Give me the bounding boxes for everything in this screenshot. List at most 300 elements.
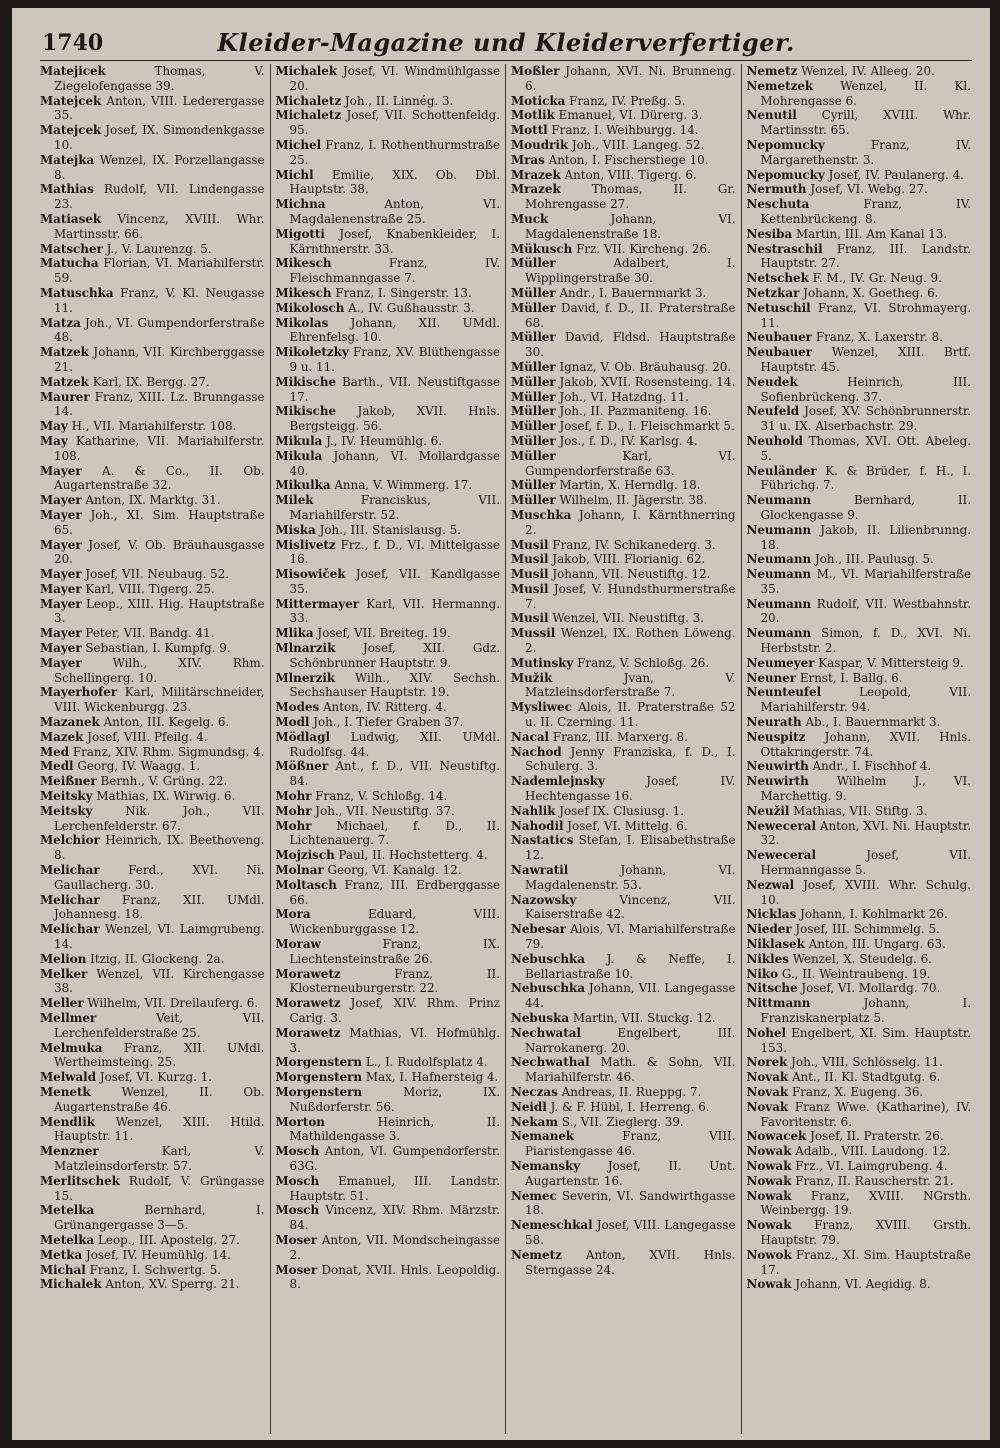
entry-name: Nowak: [746, 1218, 792, 1233]
directory-columns: [40, 64, 976, 1434]
entry-name: Neumeyer: [746, 655, 815, 670]
directory-entry: [276, 700, 501, 715]
directory-entry: [747, 759, 972, 774]
entry-name: Nikles: [746, 951, 789, 966]
entry-details: Joh., VIII. Schlösselg. 11.: [791, 1055, 943, 1070]
directory-column: [741, 64, 977, 1434]
entry-name: Nazowsky: [511, 892, 577, 907]
entry-details: Jos., f. D., IV. Karlsg. 4.: [559, 433, 698, 448]
directory-entry: [40, 1174, 265, 1204]
directory-entry: [511, 656, 736, 671]
directory-entry: [511, 893, 736, 923]
directory-entry: [511, 1100, 736, 1115]
entry-details: Jakob, XVII. Rosensteing. 14.: [559, 374, 736, 389]
entry-name: Michal: [40, 1262, 86, 1277]
entry-details: David, f. D., II. Praterstraße 68.: [525, 300, 736, 330]
entry-details: Josef, VI. Webg. 27.: [810, 182, 928, 197]
directory-entry: [747, 242, 972, 272]
entry-details: Alois, VI. Mariahilferstraße 79.: [525, 922, 736, 952]
directory-entry: [276, 819, 501, 849]
entry-details: Katharine, VII. Mariahilferstr. 108.: [54, 433, 265, 463]
directory-entry: [511, 286, 736, 301]
entry-name: Morawetz: [275, 1025, 341, 1040]
entry-name: Meitsky: [40, 803, 93, 818]
directory-entry: [747, 878, 972, 908]
running-title: Kleider-Magazine und Kleiderverfertiger.: [217, 28, 795, 57]
entry-details: Wenzel, VII. Kirchengasse 38.: [54, 966, 265, 996]
entry-details: Alois, II. Praterstraße 52 u. II. Czerning. 11.: [525, 700, 736, 730]
entry-details: Joh., II. Linnég. 3.: [344, 93, 454, 108]
entry-name: Morgenstern: [275, 1070, 363, 1085]
entry-details: Franz, III. Erdberggasse 66.: [289, 877, 500, 907]
entry-name: Nahlik: [511, 803, 556, 818]
directory-entry: [747, 168, 972, 183]
entry-details: Josef, IV. Hechtengasse 16.: [525, 774, 736, 804]
entry-details: Joh., III. Stanislausg. 5.: [319, 522, 461, 537]
directory-entry: [276, 1070, 501, 1085]
entry-name: Neufeld: [746, 404, 800, 419]
entry-details: Jakob, XVII. Hnls. Bergsteigg. 56.: [289, 404, 500, 434]
entry-details: Jvan, V. Matzleinsdorferstraße 7.: [525, 670, 736, 700]
entry-name: Mosch: [275, 1203, 320, 1218]
directory-entry: [747, 138, 972, 168]
entry-name: Musil: [511, 581, 549, 596]
directory-entry: [40, 1203, 265, 1233]
entry-name: Mikula: [275, 433, 323, 448]
entry-name: Michaletz: [275, 93, 342, 108]
entry-name: Neuhold: [746, 433, 803, 448]
entry-name: Melichar: [40, 922, 100, 937]
directory-entry: [276, 434, 501, 449]
entry-details: Ernst, I. Ballg. 6.: [799, 670, 903, 685]
entry-name: Melmuka: [40, 1040, 103, 1055]
entry-details: Cyrill, XVIII. Whr. Martinsstr. 65.: [760, 108, 971, 138]
entry-details: Michael, f. D., II. Lichtenauerg. 7.: [289, 818, 500, 848]
directory-entry: [747, 1085, 972, 1100]
entry-name: Niko: [746, 966, 779, 981]
entry-name: Nemetzek: [746, 78, 814, 93]
directory-entry: [511, 611, 736, 626]
directory-entry: [40, 286, 265, 316]
entry-name: Mayer: [40, 567, 82, 582]
directory-entry: [747, 345, 972, 375]
entry-name: Netschek: [746, 271, 809, 286]
directory-entry: [40, 685, 265, 715]
directory-entry: [511, 434, 736, 449]
entry-details: Andreas, II. Rueppg. 7.: [561, 1084, 702, 1099]
directory-entry: [40, 863, 265, 893]
directory-entry: [511, 375, 736, 390]
entry-name: Michel: [275, 137, 322, 152]
entry-details: Emanuel, III. Landstr. Hauptstr. 51.: [289, 1173, 500, 1203]
entry-details: Franz, XIV. Rhm. Sigmundsg. 4.: [72, 744, 265, 759]
entry-details: Franz, II. Klosterneuburgerstr. 22.: [289, 966, 500, 996]
entry-name: Neumann: [746, 596, 812, 611]
entry-details: Franciskus, VII. Mariahilferstr. 52.: [289, 493, 500, 522]
entry-details: Kaspar, V. Mittersteig 9.: [818, 655, 964, 670]
entry-details: Franz, V. Schloßg. 26.: [577, 655, 710, 670]
entry-name: Neczas: [511, 1084, 558, 1099]
entry-details: Georg, VI. Kanalg. 12.: [327, 863, 462, 878]
entry-name: Mosch: [275, 1144, 320, 1159]
directory-entry: [276, 671, 501, 701]
entry-details: Johann, VI. Aegidig. 8.: [795, 1277, 931, 1292]
entry-name: Matejcek: [40, 93, 102, 108]
directory-entry: [276, 730, 501, 760]
directory-entry: [276, 804, 501, 819]
entry-details: Josef, f. D., I. Fleischmarkt 5.: [559, 419, 735, 434]
directory-entry: [276, 168, 501, 198]
entry-name: Mükusch: [511, 241, 573, 256]
entry-name: Neumann: [746, 522, 812, 537]
directory-entry: [40, 242, 265, 257]
directory-entry: [40, 833, 265, 863]
directory-entry: [40, 493, 265, 508]
entry-details: J., V. Laurenzg. 5.: [106, 241, 212, 256]
entry-name: Michaletz: [275, 108, 342, 123]
directory-entry: [276, 715, 501, 730]
entry-name: Morton: [275, 1114, 325, 1129]
directory-entry: [511, 774, 736, 804]
directory-entry: [276, 1263, 501, 1293]
entry-name: Müller: [511, 285, 556, 300]
entry-details: Josef IX. Clusiusg. 1.: [559, 803, 684, 818]
entry-details: Johann, VI. Magdalenenstr. 53.: [525, 863, 736, 892]
directory-entry: [747, 685, 972, 715]
entry-details: Mathias, VII. Stiftg. 3.: [793, 803, 928, 818]
entry-name: Nemec: [511, 1188, 557, 1203]
entry-details: Ant., II. Kl. Stadtgutg. 6.: [791, 1070, 941, 1085]
entry-name: Nowak: [746, 1158, 792, 1173]
entry-details: Joh., III. Paulusg. 5.: [814, 552, 934, 567]
entry-details: Wilhelm, VII. Dreilauferg. 6.: [87, 996, 259, 1011]
entry-name: Mojzisch: [275, 848, 335, 863]
entry-name: Nowak: [746, 1188, 792, 1203]
entry-name: Mayer: [40, 641, 82, 656]
entry-name: Norek: [746, 1055, 788, 1070]
entry-details: Heinrich, IX. Beethoveng. 8.: [54, 833, 265, 863]
entry-details: Karl, VII. Hermanng. 33.: [289, 596, 500, 626]
directory-entry: [40, 1233, 265, 1248]
entry-name: Neunteufel: [746, 685, 822, 700]
directory-entry: [511, 833, 736, 863]
entry-name: Mislivetz: [275, 537, 336, 552]
directory-entry: [511, 730, 736, 745]
entry-details: Karl, Militärschneider, VIII. Wickenburgg. 23.: [54, 685, 265, 715]
entry-details: Johann, VI. Magdalenenstraße 18.: [525, 211, 736, 241]
entry-details: Franz, XIII. Lz. Brunngasse 14.: [54, 389, 265, 419]
entry-name: Modl: [275, 715, 310, 730]
entry-name: Meitsky: [40, 789, 93, 804]
entry-details: Frz. VII. Kircheng. 26.: [576, 241, 711, 256]
entry-name: Müller: [511, 448, 556, 463]
entry-details: Karl, VI. Gumpendorferstraße 63.: [525, 448, 736, 478]
directory-entry: [511, 108, 736, 123]
entry-details: Anton, XV. Sperrg. 21.: [105, 1277, 240, 1292]
entry-name: Nacal: [511, 729, 550, 744]
entry-name: Müller: [511, 389, 556, 404]
entry-name: Matejcek: [40, 123, 102, 138]
directory-entry: [40, 390, 265, 420]
entry-details: Franz, IV. Schikanederg. 3.: [552, 537, 716, 552]
entry-details: Franz, XV. Blüthengasse 9 u. 11.: [289, 345, 500, 374]
entry-name: Nemansky: [511, 1158, 581, 1173]
directory-entry: [747, 967, 972, 982]
entry-name: Melion: [40, 951, 87, 966]
directory-entry: [40, 567, 265, 582]
entry-details: Karl, VIII. Tigerg. 25.: [85, 581, 215, 596]
directory-entry: [747, 626, 972, 656]
entry-details: Josef, II. Unt. Augartenstr. 16.: [525, 1158, 736, 1188]
directory-entry: [40, 1070, 265, 1085]
page-number: 1740: [42, 30, 104, 56]
entry-name: Neuwirth: [746, 774, 809, 789]
directory-entry: [747, 1277, 972, 1292]
directory-entry: [747, 715, 972, 730]
entry-name: Neubauer: [746, 345, 813, 360]
entry-details: Math. & Sohn, VII. Mariahilferstr. 46.: [525, 1055, 736, 1085]
directory-entry: [511, 94, 736, 109]
entry-name: Nermuth: [746, 182, 807, 197]
entry-details: Josef, XII. Gdz. Schönbrunner Hauptstr. 9.: [289, 641, 500, 670]
entry-name: Nowak: [746, 1173, 792, 1188]
entry-details: Johann, VII. Kirchberggasse 21.: [54, 345, 265, 374]
entry-details: Heinrich, II. Mathildengasse 3.: [289, 1114, 500, 1144]
entry-name: Merlitschek: [40, 1173, 120, 1188]
entry-name: Nowok: [746, 1247, 792, 1262]
entry-details: Frz., VI. Laimgrubeng. 4.: [795, 1158, 948, 1173]
directory-entry: [747, 64, 972, 79]
directory-entry: [747, 1100, 972, 1130]
directory-entry: [40, 626, 265, 641]
directory-entry: [511, 1011, 736, 1026]
directory-entry: [40, 153, 265, 183]
entry-details: Thomas, V. Ziegelofengasse 39.: [54, 64, 265, 93]
entry-name: Nowak: [746, 1144, 792, 1159]
directory-entry: [40, 656, 265, 686]
entry-details: Severin, VI. Sandwirthgasse 18.: [525, 1188, 736, 1218]
directory-entry: [747, 523, 972, 553]
entry-details: Joh., XI. Sim. Hauptstraße 65.: [54, 507, 265, 537]
entry-details: Bernhard, II. Glockengasse 9.: [760, 493, 971, 522]
entry-details: J. & F. Hübl, I. Herreng. 6.: [550, 1099, 710, 1114]
directory-entry: [40, 1011, 265, 1041]
entry-details: Peter, VII. Bandg. 41.: [85, 626, 215, 641]
entry-details: Franz, IV. Margarethenstr. 3.: [760, 137, 971, 167]
entry-name: Matejicek: [40, 64, 106, 78]
entry-name: Nastatics: [511, 833, 574, 848]
entry-details: Wenzel, IX. Rothen Löweng. 2.: [525, 626, 736, 656]
entry-details: Moriz, IX. Nußdorferstr. 56.: [289, 1084, 501, 1114]
entry-details: Leop., III. Apostelg. 27.: [98, 1232, 240, 1247]
entry-details: Franz, XVIII. NGrsth. Weinbergg. 19.: [760, 1188, 971, 1218]
entry-details: Vincenz, XIV. Rhm. Märzstr. 84.: [289, 1203, 500, 1233]
directory-entry: [747, 197, 972, 227]
entry-name: Med: [40, 744, 70, 759]
directory-entry: [40, 745, 265, 760]
directory-entry: [747, 330, 972, 345]
entry-details: Johann, I. Kohlmarkt 26.: [800, 907, 948, 922]
entry-name: Nechwatal: [511, 1025, 581, 1040]
directory-entry: [276, 1174, 501, 1204]
entry-details: H., VII. Mariahilferstr. 108.: [71, 419, 237, 434]
entry-details: Franz, V. Schloßg. 14.: [315, 789, 448, 804]
entry-name: Michalek: [40, 1277, 102, 1292]
entry-details: L., I. Rudolfsplatz 4.: [365, 1055, 488, 1070]
directory-entry: [511, 626, 736, 656]
entry-details: Barth., VII. Neustiftgasse 17.: [289, 374, 501, 404]
directory-entry: [747, 404, 972, 434]
entry-details: Wilh., XIV. Rhm. Schellingerg. 10.: [54, 655, 265, 685]
directory-entry: [40, 64, 265, 94]
entry-details: Anton, VIII. Lederergasse 35.: [54, 93, 265, 123]
entry-details: Franz, V. Kl. Neugasse 11.: [54, 285, 265, 315]
directory-entry: [511, 330, 736, 360]
entry-name: Matuschka: [40, 285, 114, 300]
entry-details: Wilhelm J., VI. Marchettig. 9.: [760, 774, 971, 804]
directory-entry: [747, 1248, 972, 1278]
directory-entry: [40, 1277, 265, 1292]
entry-name: Nademlejnsky: [511, 774, 605, 789]
entry-name: Neužil: [746, 803, 790, 818]
directory-entry: [40, 316, 265, 346]
directory-entry: [511, 168, 736, 183]
directory-entry: [40, 1263, 265, 1278]
directory-entry: [511, 1129, 736, 1159]
directory-entry: [40, 996, 265, 1011]
entry-details: Thomas, II. Gr. Mohrengasse 27.: [525, 182, 736, 212]
directory-entry: [40, 967, 265, 997]
entry-details: Anton, VII. Mondscheingasse 2.: [289, 1232, 501, 1262]
entry-name: Mrazek: [511, 167, 561, 182]
entry-details: Martin, X. Herndlg. 18.: [559, 478, 701, 493]
entry-details: Franz, III. Marxerg. 8.: [552, 729, 688, 744]
directory-entry: [276, 626, 501, 641]
entry-name: Mellmer: [40, 1011, 97, 1025]
entry-name: Nepomucky: [746, 137, 825, 152]
entry-details: Martin, VII. Stuckg. 12.: [572, 1011, 716, 1025]
directory-entry: [747, 182, 972, 197]
entry-name: Neuspitz: [746, 729, 806, 744]
entry-name: Morawetz: [275, 996, 341, 1011]
directory-entry: [511, 1026, 736, 1056]
directory-entry: [747, 108, 972, 138]
entry-name: Nesiba: [746, 226, 793, 241]
directory-entry: [511, 182, 736, 212]
directory-entry: [511, 508, 736, 538]
entry-details: Joh., VIII. Langeg. 52.: [571, 137, 705, 152]
directory-entry: [511, 478, 736, 493]
entry-details: Florian, VI. Mariahilferstr. 59.: [54, 256, 265, 286]
directory-entry: [511, 981, 736, 1011]
entry-name: Nezwal: [746, 877, 795, 892]
directory-entry: [276, 345, 501, 375]
entry-details: Andr., I. Bauernmarkt 3.: [559, 285, 707, 300]
entry-details: Franz, X. Eugeng. 36.: [791, 1084, 924, 1099]
entry-name: Morgenstern: [275, 1084, 363, 1099]
entry-name: Matzek: [40, 374, 89, 389]
entry-details: Rudolf, VII. Westbahnstr. 20.: [760, 596, 971, 626]
directory-entry: [40, 1085, 265, 1115]
directory-entry: [276, 907, 501, 937]
directory-entry: [747, 375, 972, 405]
entry-name: Nohel: [746, 1025, 787, 1040]
entry-details: Johann, VI. Mollardgasse 40.: [289, 448, 500, 478]
entry-name: Muck: [511, 211, 549, 226]
directory-entry: [40, 922, 265, 952]
entry-name: Nowak: [746, 1277, 792, 1292]
entry-name: Medl: [40, 759, 74, 774]
entry-name: Modes: [275, 700, 320, 715]
directory-entry: [511, 745, 736, 775]
entry-name: Mora: [275, 907, 311, 922]
entry-name: Neuner: [746, 670, 797, 685]
entry-details: Josef, III. Schimmelg. 5.: [795, 922, 940, 937]
entry-name: Michna: [275, 197, 326, 212]
directory-entry: [747, 1070, 972, 1085]
entry-details: Franz, VI. Strohmayerg. 11.: [760, 300, 972, 330]
entry-details: Josef, VII. Breiteg. 19.: [317, 626, 451, 641]
directory-entry: [40, 94, 265, 124]
entry-details: Karl, IX. Bergg. 27.: [92, 374, 210, 389]
directory-entry: [276, 197, 501, 227]
directory-entry: [40, 774, 265, 789]
entry-name: Mrazek: [511, 182, 561, 197]
entry-details: Stefan, I. Elisabethstraße 12.: [525, 833, 736, 863]
entry-name: Müller: [511, 493, 556, 508]
entry-details: F. M., IV. Gr. Neug. 9.: [812, 271, 942, 286]
entry-name: Novak: [746, 1084, 789, 1099]
entry-name: Müller: [511, 300, 556, 315]
directory-entry: [40, 508, 265, 538]
entry-name: Moraw: [275, 937, 321, 952]
directory-page: [12, 8, 990, 1440]
entry-details: Wenzel, II. Kl. Mohrengasse 6.: [760, 78, 972, 108]
entry-name: Müller: [511, 359, 556, 374]
directory-entry: [511, 123, 736, 138]
directory-entry: [276, 375, 501, 405]
entry-name: Mysliwec: [511, 700, 572, 715]
entry-name: Mathias: [40, 182, 94, 197]
directory-entry: [276, 863, 501, 878]
directory-entry: [747, 804, 972, 819]
directory-entry: [276, 227, 501, 257]
directory-entry: [40, 1115, 265, 1145]
directory-entry: [40, 419, 265, 434]
entry-details: Rudolf, VII. Lindengasse 23.: [54, 182, 265, 212]
entry-name: Matscher: [40, 241, 103, 256]
entry-details: Franz, IX. Liechtensteinstraße 26.: [289, 937, 501, 966]
directory-entry: [40, 759, 265, 774]
entry-details: Josef, VI. Mollardg. 70.: [801, 981, 941, 996]
entry-name: Neumann: [746, 493, 812, 508]
entry-name: Neuwirth: [746, 759, 809, 774]
entry-name: Musil: [511, 552, 549, 567]
directory-entry: [511, 567, 736, 582]
entry-details: Donat, XVII. Hnls. Leopoldig. 8.: [289, 1262, 501, 1292]
directory-entry: [747, 907, 972, 922]
entry-details: M., VI. Mariahilferstraße 35.: [760, 567, 972, 596]
directory-entry: [747, 227, 972, 242]
entry-details: Josef, Knabenkleider, I. Kärnthnerstr. 33.: [289, 226, 500, 256]
entry-name: Müller: [511, 256, 556, 271]
entry-details: Josef, IV. Heumühlg. 14.: [85, 1247, 231, 1262]
directory-entry: [747, 656, 972, 671]
entry-name: Maurer: [40, 389, 90, 404]
entry-name: Melwald: [40, 1070, 97, 1085]
directory-column: [270, 64, 506, 1434]
directory-entry: [511, 301, 736, 331]
